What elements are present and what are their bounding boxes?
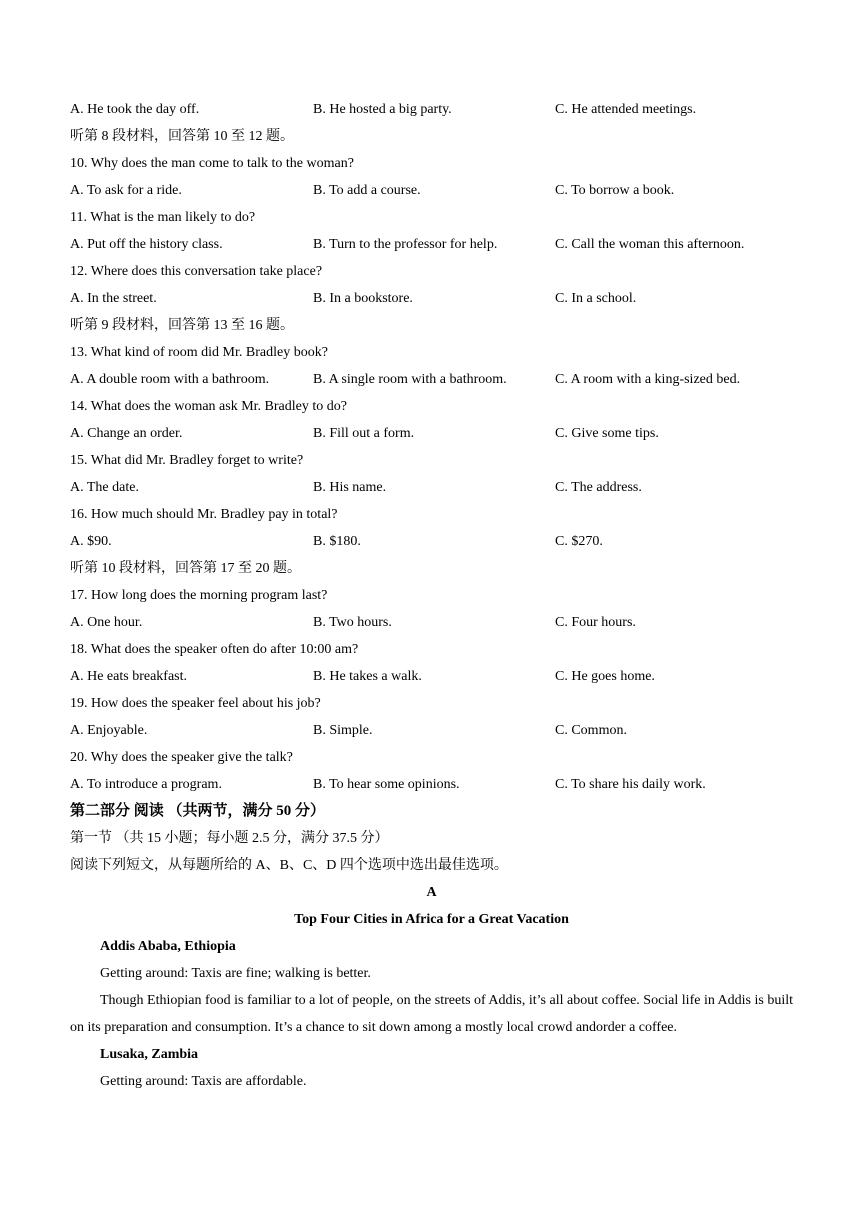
- option-a: A. Enjoyable.: [70, 723, 148, 738]
- option-c: C. The address.: [555, 480, 642, 495]
- question-11: 11. What is the man likely to do?: [70, 210, 256, 225]
- q17-options: [70, 609, 793, 636]
- part2-section1: 第一节 （共 15 小题；每小题 2.5 分，满分 37.5 分）: [70, 831, 389, 846]
- option-c: C. Four hours.: [555, 615, 636, 630]
- option-c: C. Call the woman this afternoon.: [555, 237, 745, 252]
- q15-options: [70, 474, 793, 501]
- passage-title: Top Four Cities in Africa for a Great Vacation: [294, 912, 569, 927]
- option-b: B. To hear some opinions.: [313, 777, 460, 792]
- option-b: B. He takes a walk.: [313, 669, 422, 684]
- option-b: B. Turn to the professor for help.: [313, 237, 498, 252]
- q20-options: [70, 771, 793, 798]
- option-b: B. In a bookstore.: [313, 291, 413, 306]
- option-a: A. To introduce a program.: [70, 777, 222, 792]
- option-a: A. One hour.: [70, 615, 143, 630]
- option-b: B. He hosted a big party.: [313, 102, 452, 117]
- question-10: 10. Why does the man come to talk to the woman?: [70, 156, 354, 171]
- q16-options: [70, 528, 793, 555]
- question-14: 14. What does the woman ask Mr. Bradley to do?: [70, 399, 347, 414]
- option-a: A. $90.: [70, 534, 112, 549]
- question-19: 19. How does the speaker feel about his job?: [70, 696, 321, 711]
- option-c: C. To borrow a book.: [555, 183, 675, 198]
- option-a: A. Put off the history class.: [70, 237, 223, 252]
- question-15: 15. What did Mr. Bradley forget to write?: [70, 453, 304, 468]
- option-a: A. To ask for a ride.: [70, 183, 182, 198]
- q14-options: [70, 420, 793, 447]
- option-a: A. The date.: [70, 480, 139, 495]
- city1-description: Though Ethiopian food is familiar to a lot of people, on the streets of Addis, it’s all about coffee. Social life in Addis is built on its preparation and consumption. It’s a chance to sit down among a mostly local crowd andorder a coffee.: [70, 993, 794, 1035]
- q10-options: [70, 177, 793, 204]
- option-a: A. In the street.: [70, 291, 157, 306]
- part2-title: 第二部分 阅读 （共两节，满分 50 分）: [70, 803, 326, 819]
- option-a: A. Change an order.: [70, 426, 183, 441]
- option-c: C. To share his daily work.: [555, 777, 706, 792]
- option-a: A. He eats breakfast.: [70, 669, 188, 684]
- q11-options: [70, 231, 793, 258]
- option-b: B. His name.: [313, 480, 387, 495]
- question-17: 17. How long does the morning program last?: [70, 588, 328, 603]
- section-instruction-10: 听第 10 段材料，回答第 17 至 20 题。: [70, 561, 301, 576]
- option-b: B. $180.: [313, 534, 361, 549]
- option-c: C. $270.: [555, 534, 603, 549]
- q9-options: [70, 96, 793, 123]
- city2-name: Lusaka, Zambia: [100, 1047, 199, 1062]
- option-b: B. A single room with a bathroom.: [313, 372, 507, 387]
- document-page: [70, 96, 793, 1095]
- option-b: B. Two hours.: [313, 615, 392, 630]
- section-instruction-8: 听第 8 段材料，回答第 10 至 12 题。: [70, 129, 294, 144]
- option-c: C. In a school.: [555, 291, 637, 306]
- option-a: A. A double room with a bathroom.: [70, 372, 270, 387]
- option-b: B. Fill out a form.: [313, 426, 415, 441]
- city1-getting-around: Getting around: Taxis are fine; walking is better.: [100, 966, 371, 981]
- q12-options: [70, 285, 793, 312]
- question-16: 16. How much should Mr. Bradley pay in total?: [70, 507, 338, 522]
- q18-options: [70, 663, 793, 690]
- q13-options: [70, 366, 793, 393]
- question-13: 13. What kind of room did Mr. Bradley book?: [70, 345, 328, 360]
- question-18: 18. What does the speaker often do after 10:00 am?: [70, 642, 359, 657]
- passage-letter: A: [426, 885, 437, 900]
- option-c: C. He attended meetings.: [555, 102, 697, 117]
- city1-name: Addis Ababa, Ethiopia: [100, 939, 236, 954]
- question-12: 12. Where does this conversation take place?: [70, 264, 323, 279]
- section-instruction-9: 听第 9 段材料，回答第 13 至 16 题。: [70, 318, 294, 333]
- option-a: A. He took the day off.: [70, 102, 200, 117]
- option-c: C. A room with a king-sized bed.: [555, 372, 741, 387]
- option-b: B. To add a course.: [313, 183, 421, 198]
- part2-instruction: 阅读下列短文，从每题所给的 A、B、C、D 四个选项中选出最佳选项。: [70, 858, 508, 873]
- option-c: C. Give some tips.: [555, 426, 659, 441]
- question-20: 20. Why does the speaker give the talk?: [70, 750, 293, 765]
- q19-options: [70, 717, 793, 744]
- option-c: C. He goes home.: [555, 669, 655, 684]
- option-b: B. Simple.: [313, 723, 373, 738]
- option-c: C. Common.: [555, 723, 627, 738]
- city2-getting-around: Getting around: Taxis are affordable.: [100, 1074, 307, 1089]
